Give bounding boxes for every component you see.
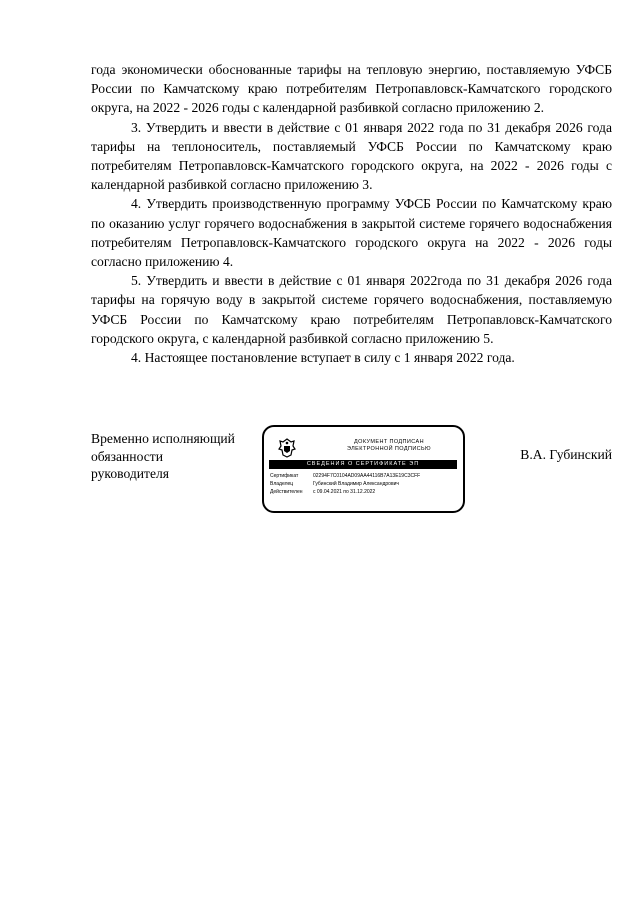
signer-position-line: обязанности — [91, 448, 163, 464]
stamp-header-line: ДОКУМЕНТ ПОДПИСАН — [354, 439, 424, 445]
stamp-certificate-row — [270, 472, 460, 480]
stamp-row-value: Губинский Владимир Александрович — [313, 481, 400, 487]
paragraph-item-4: 4. Утвердить производственную программу УФСБ России по Камчатскому краю по оказанию услуг горячего водоснабжения в закрытой системе горячего водоснабжения потребителям Петропавловск-Камчатского городского округа на 2022 - 2026 годы согласно приложению 4. — [91, 196, 612, 270]
electronic-signature-stamp — [262, 425, 465, 513]
signer-position — [91, 430, 256, 483]
signer-position-line: руководителя — [91, 466, 170, 481]
signer-position-line: Временно исполняющий — [91, 431, 235, 446]
stamp-row-label: Действителен — [270, 489, 303, 495]
stamp-owner-row — [270, 480, 460, 488]
stamp-row-label: Владелец — [270, 481, 294, 487]
paragraph-item-3: 3. Утвердить и ввести в действие с 01 января 2022 года по 31 декабря 2026 года тарифы на теплоноситель, поставляемый УФСБ России по Камчатскому краю потребителям Петропавловск-Камчатского городского округа, на 2022 - 2026 годы с календарной разбивкой согласно приложению 3. — [91, 119, 612, 193]
paragraph-continuation: года экономически обоснованные тарифы на тепловую энергию, поставляемую УФСБ России по Камчатскому краю потребителям Петропавловск-Камчатского городского округа, на 2022 - 2026 годы с календарной разбивкой согласно приложению 2. — [91, 62, 612, 116]
stamp-row-label: Сертификат — [270, 473, 299, 479]
paragraph-effective-date: 4. Настоящее постановление вступает в силу с 1 января 2022 года. — [131, 350, 515, 366]
coat-of-arms-icon — [276, 437, 298, 459]
stamp-certificate-bar: СВЕДЕНИЯ О СЕРТИФИКАТЕ ЭП — [269, 460, 457, 469]
stamp-header-line: ЭЛЕКТРОННОЙ ПОДПИСЬЮ — [346, 446, 432, 452]
stamp-row-value: с 09.04.2021 по 31.12.2022 — [313, 489, 376, 495]
stamp-row-value: 02294F7C0104AD09AA44116B7A13E19C3CFF — [313, 473, 421, 479]
paragraph-item-5: 5. Утвердить и ввести в действие с 01 января 2022года по 31 декабря 2026 года тарифы на горячую воду в закрытой системе горячего водоснабжения, поставляемую УФСБ России по Камчатскому краю потребителям Петропавловск-Камчатского городского округа, с календарной разбивкой согласно приложению 5. — [91, 273, 612, 346]
stamp-header — [324, 439, 454, 453]
signer-name: В.А. Губинский — [520, 447, 612, 462]
stamp-validity-row — [270, 488, 460, 496]
document-body — [91, 60, 612, 367]
